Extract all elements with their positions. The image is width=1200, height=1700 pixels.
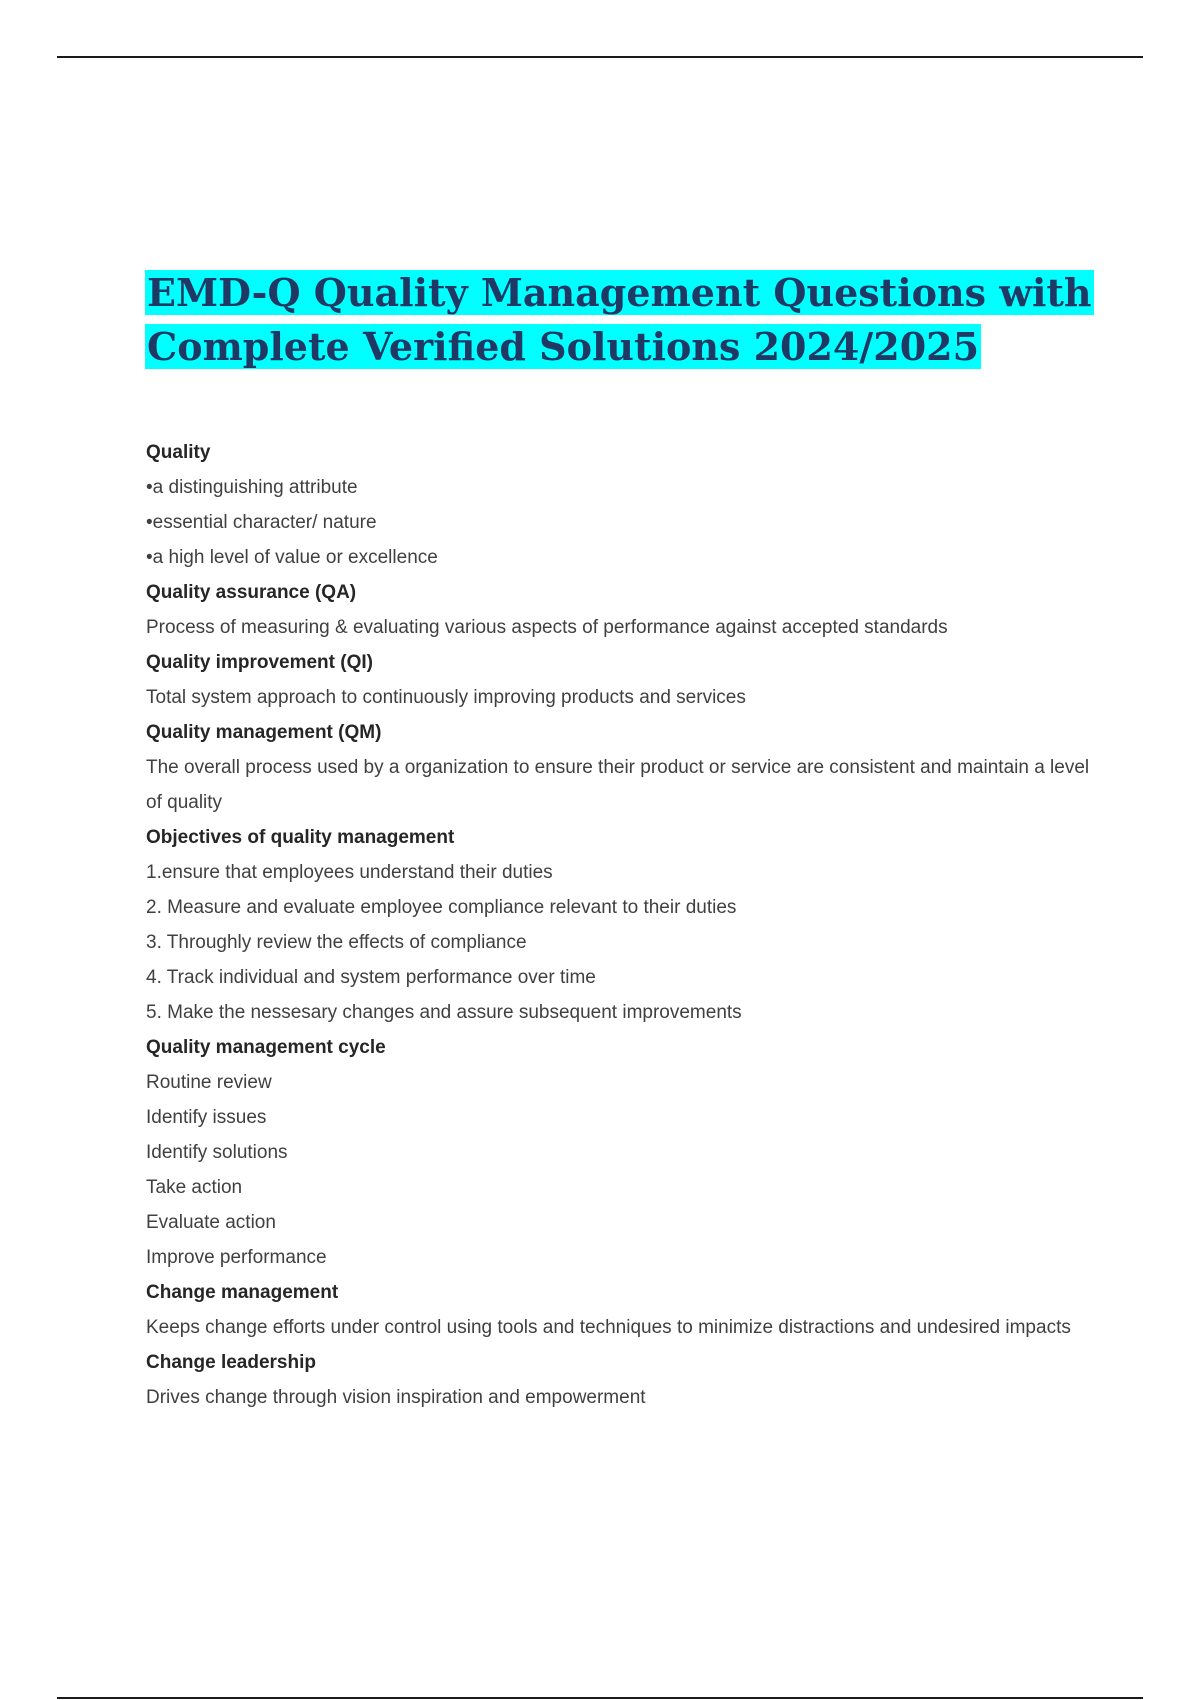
- title-line-2: Complete Verified Solutions 2024/2025: [147, 324, 980, 369]
- definition-line: Process of measuring & evaluating various aspects of performance against accepted standards: [146, 617, 948, 638]
- document-title: [145, 266, 1145, 374]
- document-body: [146, 435, 1106, 1415]
- definition-line: •essential character/ nature: [146, 512, 377, 533]
- term-heading: Quality management (QM): [146, 722, 382, 743]
- definition-line: The overall process used by a organization to ensure their product or service are consistent and maintain a level of quality: [146, 757, 1090, 813]
- definition-line: Identify issues: [146, 1107, 267, 1128]
- definition-line: •a distinguishing attribute: [146, 477, 358, 498]
- definition-line: Routine review: [146, 1072, 272, 1093]
- definition-line: 5. Make the nessesary changes and assure subsequent improvements: [146, 1002, 742, 1023]
- definition-line: Take action: [146, 1177, 243, 1198]
- definition-line: •a high level of value or excellence: [146, 547, 438, 568]
- header-rule: [57, 56, 1143, 58]
- term-heading: Change leadership: [146, 1352, 316, 1373]
- definition-line: Improve performance: [146, 1247, 327, 1268]
- title-line-1: EMD-Q Quality Management Questions with: [147, 270, 1092, 315]
- definition-line: 2. Measure and evaluate employee compliance relevant to their duties: [146, 897, 737, 918]
- definition-line: Total system approach to continuously improving products and services: [146, 687, 746, 708]
- term-heading: Objectives of quality management: [146, 827, 455, 848]
- term-heading: Quality improvement (QI): [146, 652, 373, 673]
- definition-line: 4. Track individual and system performance over time: [146, 967, 596, 988]
- footer-rule: [57, 1697, 1143, 1699]
- term-heading: Quality management cycle: [146, 1037, 386, 1058]
- term-heading: Quality: [146, 442, 211, 463]
- definition-line: Keeps change efforts under control using tools and techniques to minimize distractions and undesired impacts: [146, 1317, 1071, 1338]
- definition-line: Evaluate action: [146, 1212, 276, 1233]
- definition-line: 1.ensure that employees understand their duties: [146, 862, 553, 883]
- definition-line: Identify solutions: [146, 1142, 288, 1163]
- definition-line: Drives change through vision inspiration and empowerment: [146, 1387, 646, 1408]
- definition-line: 3. Throughly review the effects of compliance: [146, 932, 527, 953]
- term-heading: Change management: [146, 1282, 339, 1303]
- term-heading: Quality assurance (QA): [146, 582, 357, 603]
